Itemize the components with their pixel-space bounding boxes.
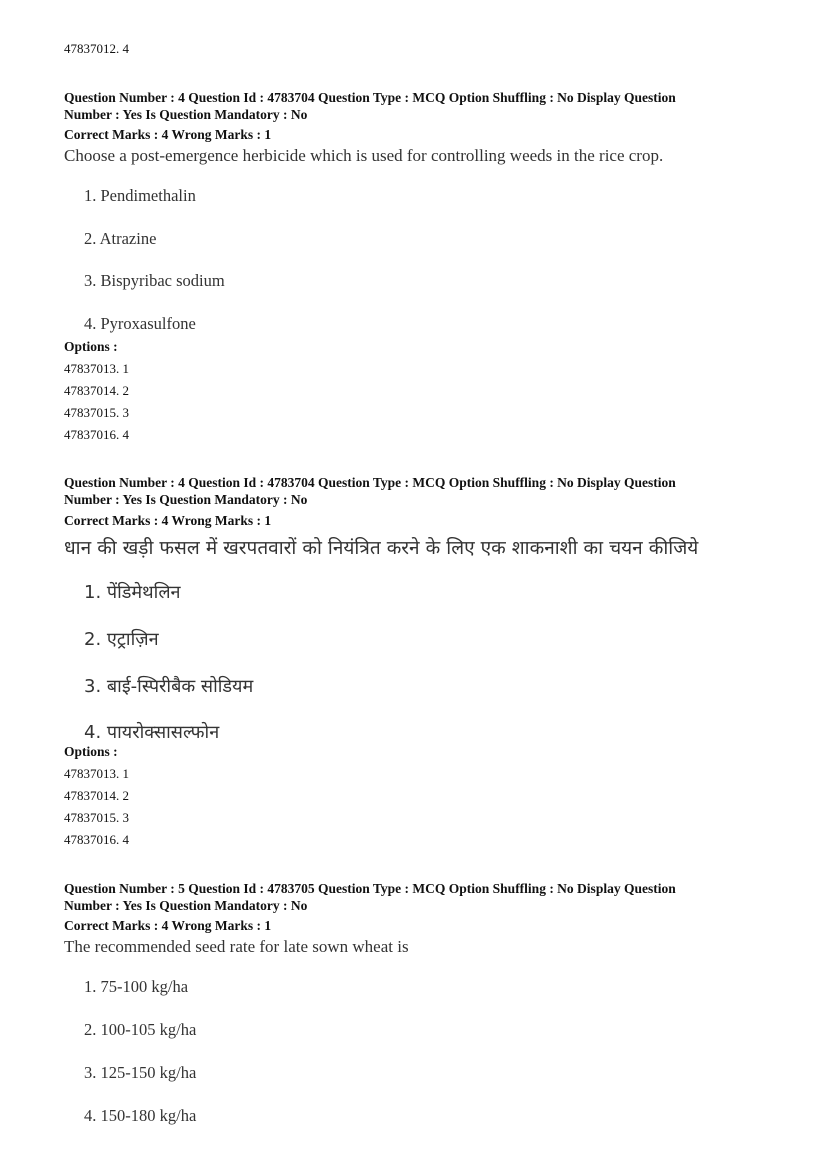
question-meta: Number : Yes Is Question Mandatory : No (64, 492, 308, 507)
option-id-line: 47837015. 3 (64, 405, 129, 420)
answer-choice: 3. बाई-स्पिरीबैक सोडियम (84, 676, 254, 697)
option-id-line: 47837016. 4 (64, 427, 129, 442)
option-id-line: 47837014. 2 (64, 788, 129, 803)
answer-choice: 1. Pendimethalin (84, 186, 196, 205)
question-marks: Correct Marks : 4 Wrong Marks : 1 (64, 918, 272, 933)
answer-choice: 2. 100-105 kg/ha (84, 1020, 197, 1039)
answer-choice: 4. पायरोक्सासल्फोन (84, 722, 220, 743)
question-meta: Question Number : 4 Question Id : 4783704 Question Type : MCQ Option Shuffling : No Display Question (64, 475, 676, 490)
question-text: The recommended seed rate for late sown wheat is (64, 937, 409, 956)
answer-choice: 3. Bispyribac sodium (84, 271, 225, 290)
option-id-line: 47837013. 1 (64, 361, 129, 376)
answer-choice: 3. 125-150 kg/ha (84, 1063, 197, 1082)
question-meta: Number : Yes Is Question Mandatory : No (64, 898, 308, 913)
question-text: धान की खड़ी फसल में खरपतवारों को नियंत्रित करने के लिए एक शाकनाशी का चयन कीजिये (64, 537, 699, 559)
option-id-line: 47837015. 3 (64, 810, 129, 825)
answer-choice: 2. Atrazine (84, 229, 157, 248)
answer-choice: 1. पेंडिमेथलिन (84, 582, 181, 603)
option-id-line: 47837013. 1 (64, 766, 129, 781)
options-label: Options : (64, 744, 118, 759)
question-meta: Question Number : 4 Question Id : 4783704 Question Type : MCQ Option Shuffling : No Display Question (64, 90, 676, 105)
question-marks: Correct Marks : 4 Wrong Marks : 1 (64, 127, 272, 142)
option-id-line: 47837012. 4 (64, 41, 129, 56)
answer-choice: 4. Pyroxasulfone (84, 314, 196, 333)
options-label: Options : (64, 339, 118, 354)
answer-choice: 4. 150-180 kg/ha (84, 1106, 197, 1125)
question-meta: Question Number : 5 Question Id : 4783705 Question Type : MCQ Option Shuffling : No Display Question (64, 881, 676, 896)
answer-choice: 2. एट्राज़िन (84, 629, 159, 650)
option-id-line: 47837014. 2 (64, 383, 129, 398)
answer-choice: 1. 75-100 kg/ha (84, 977, 189, 996)
question-meta: Number : Yes Is Question Mandatory : No (64, 107, 308, 122)
question-marks: Correct Marks : 4 Wrong Marks : 1 (64, 513, 272, 528)
question-text: Choose a post-emergence herbicide which is used for controlling weeds in the rice crop. (64, 146, 664, 165)
option-id-line: 47837016. 4 (64, 832, 129, 847)
